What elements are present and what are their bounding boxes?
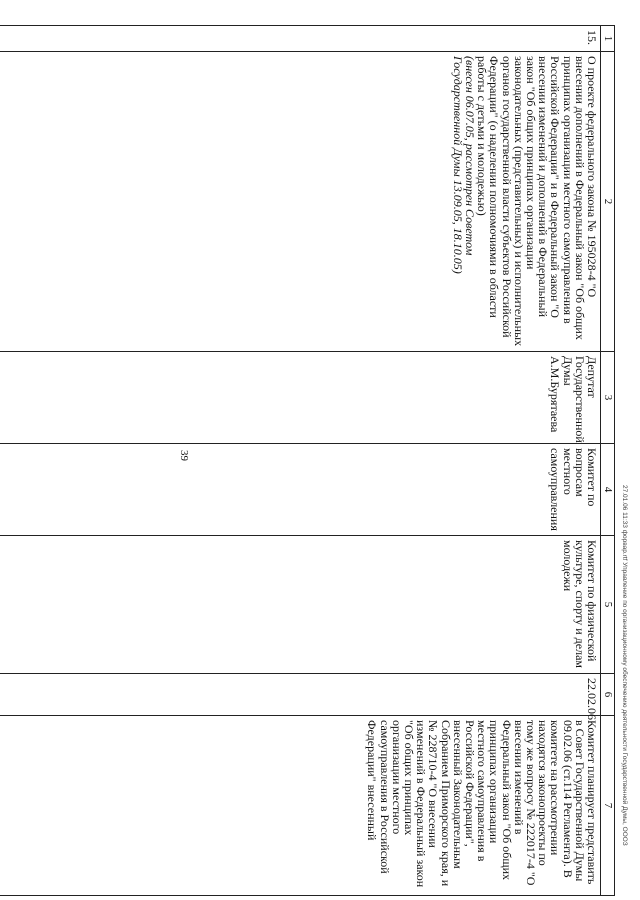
note-cell: Комитет планирует представить в Совет Государственной Думы 09.02.06 (ст.114 Регламента). В комитете на рассмотрении находятся законопроекты по тому же вопросу № 222017-4 "О внесении изменений в Федеральный закон "Об общих принципах организации местного самоуправления в Российской Федерации", внесенный Законодательным Собранием Приморского края, и № 228710-4 "О внесении изменений в Федеральный закон "Об общих принципах организации местного самоуправления в Российской Федерации" внесенный [0, 716, 601, 896]
column-header: 4 [601, 444, 615, 536]
column-header: 2 [601, 52, 615, 352]
responsible-committee: Комитет по вопросам местного самоуправления [0, 444, 601, 536]
header-row [601, 26, 615, 896]
bill-history: (внесен 06.07.05, рассмотрен Советом Государственной Думы 13.09.05, 18.10.05) [450, 56, 477, 274]
co-executor-committee: Комитет по физической культуре, спорту и делам молодежи [0, 536, 601, 674]
column-header: 3 [601, 352, 615, 444]
table-row [0, 26, 601, 896]
rotated-table-container [0, 25, 615, 895]
bill-author: Депутат Государственной Думы А.М.Бурятаева [0, 352, 601, 444]
column-header: 5 [601, 536, 615, 674]
bills-table [0, 25, 615, 896]
column-header: 7 [601, 716, 615, 896]
column-header: 1 [601, 26, 615, 52]
bill-description-cell [0, 52, 601, 352]
page-number: 39 [178, 450, 190, 461]
column-header: 6 [601, 674, 615, 716]
footer-print-info: 27.01.06 11:33 форвар.rtf Управление по организационному обеспечению деятельности Государственной Думы, ОООЗ [621, 485, 628, 846]
planned-date: 22.02.06 [0, 674, 601, 716]
row-number: 15. [0, 26, 601, 52]
bill-description: О проекте федерального закона № 195028-4 "О внесении дополнений в Федеральный закон "Об общих принципах организации местного самоуправления в Российской Федерации" и в Федеральный закон "О внесении изменений и дополнений в Федеральный закон "Об общих принципах организации законодательных (представительных) и исполнительных органов государственной власти субъектов Российской Федерации" (о наделении полномочиями в области работы с детьми и молодежью) [475, 56, 599, 347]
